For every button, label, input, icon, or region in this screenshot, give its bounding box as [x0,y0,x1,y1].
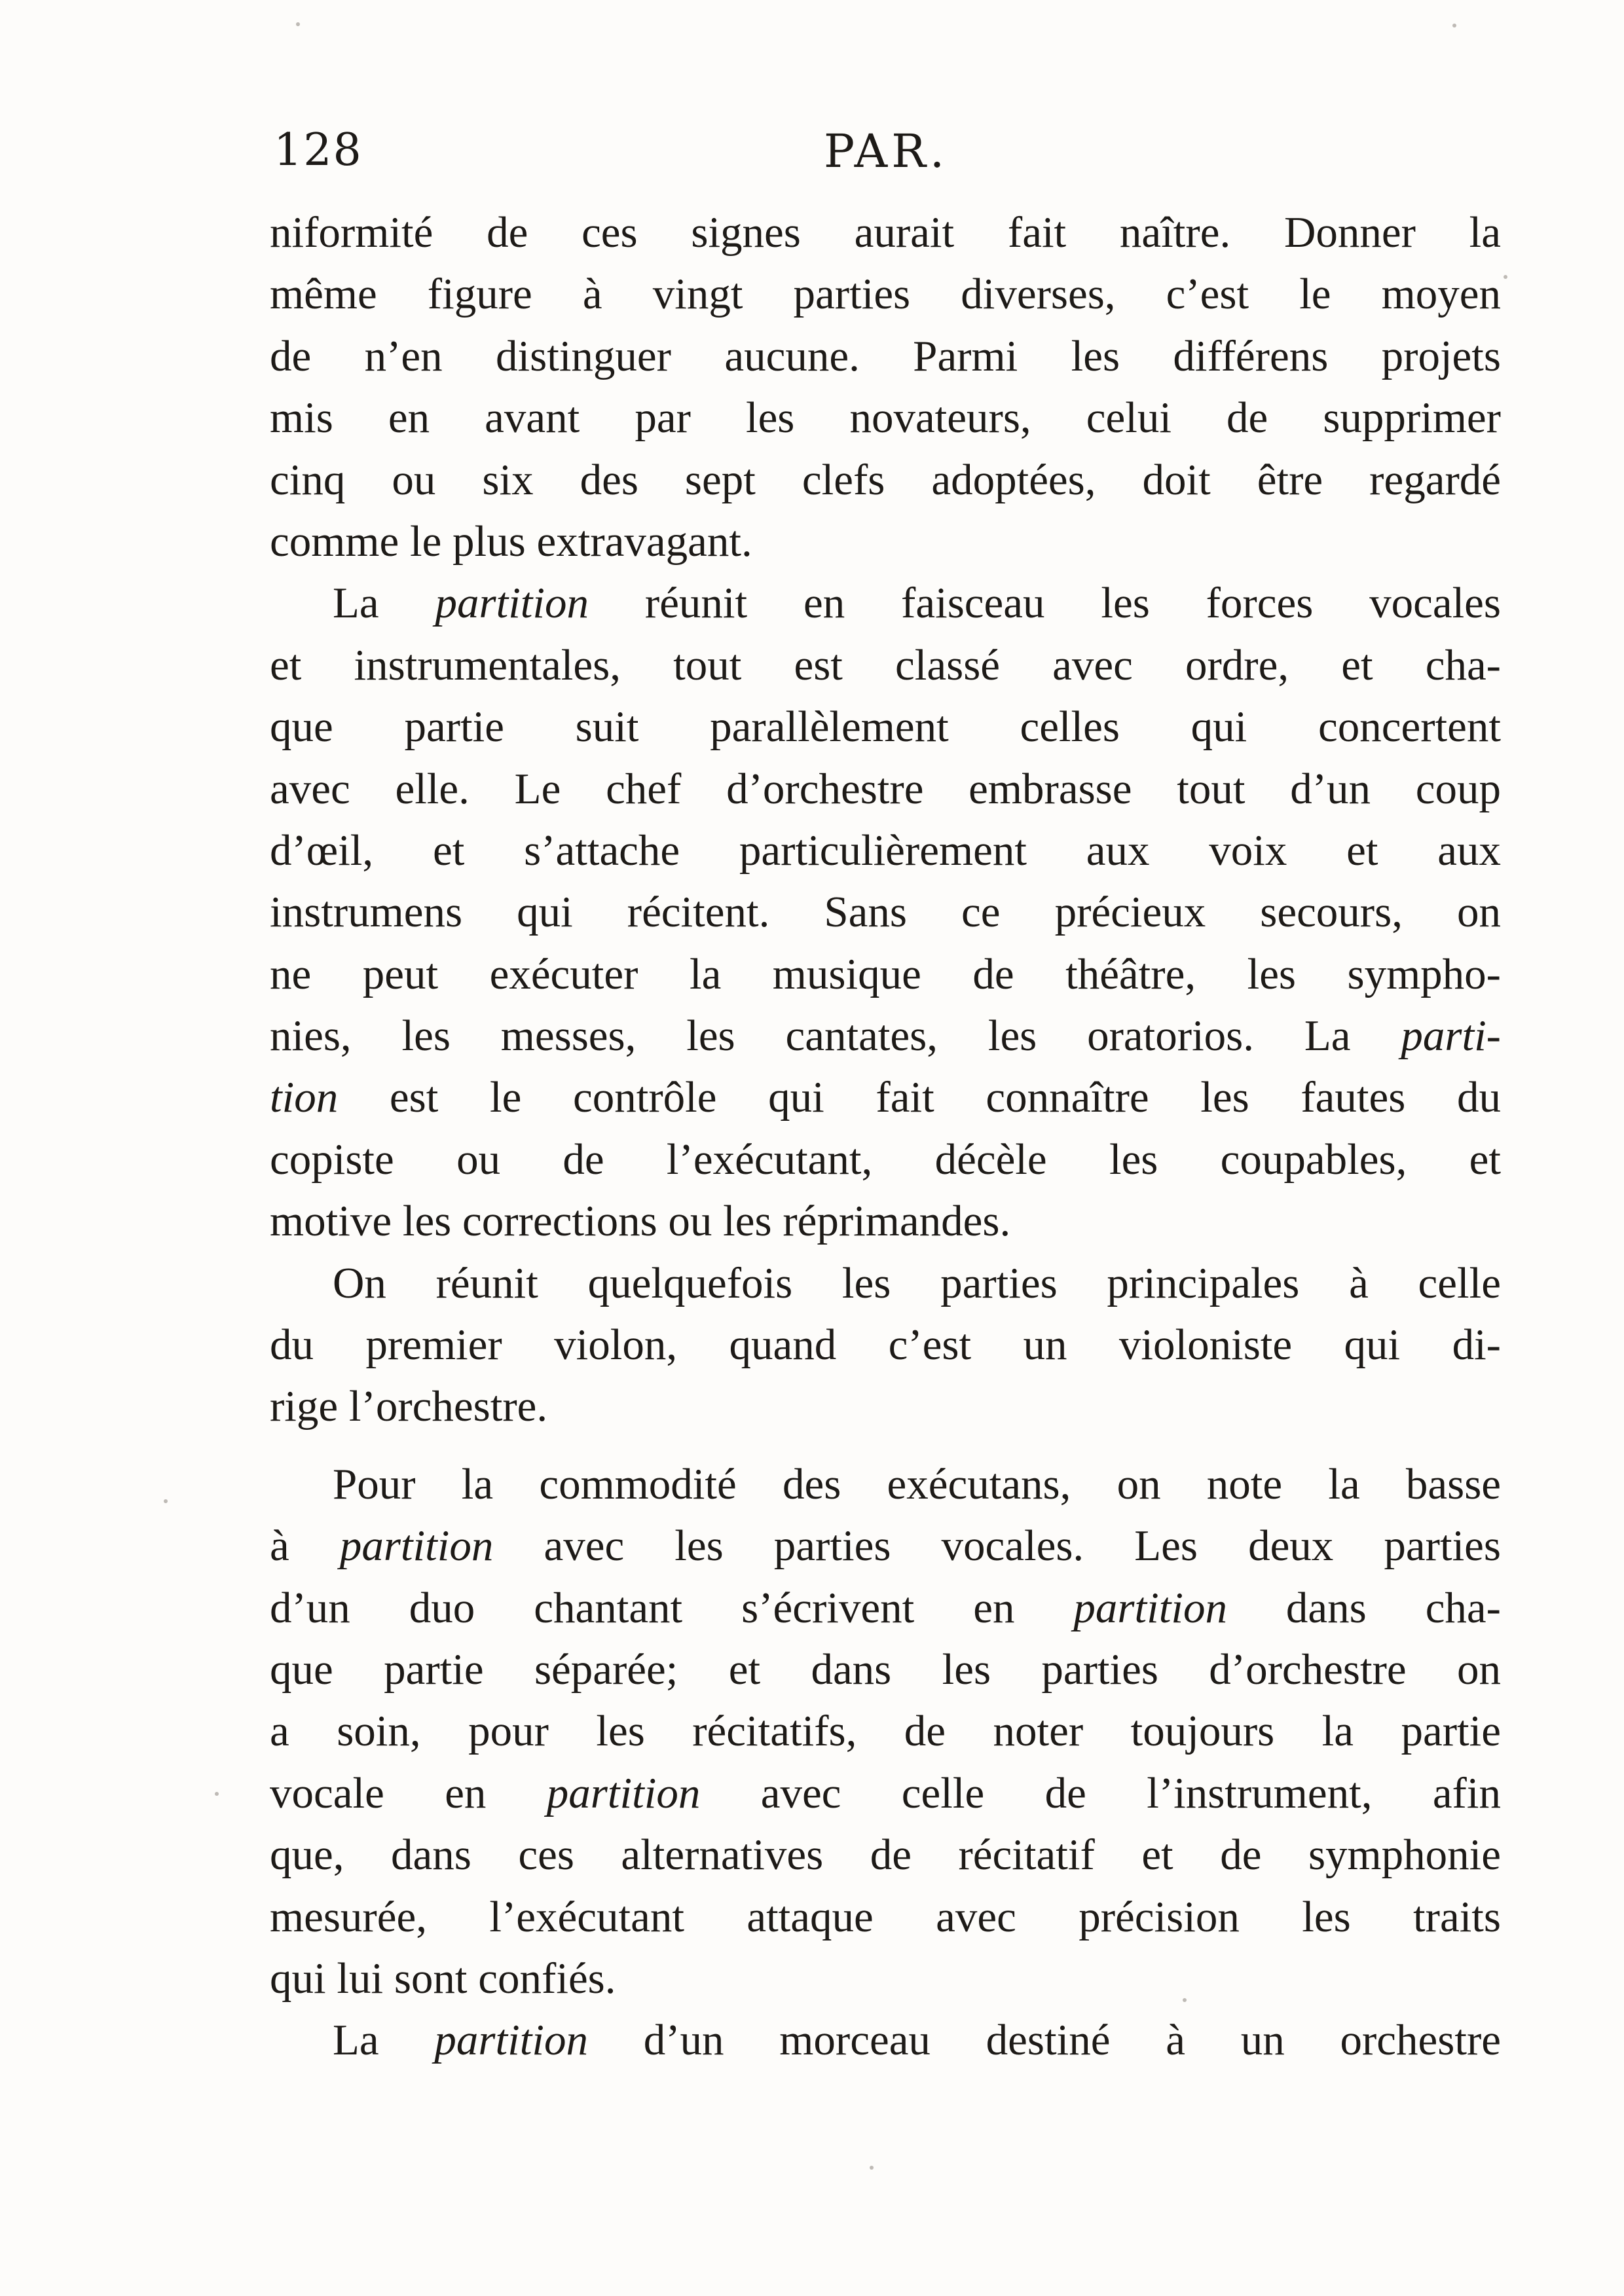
text-line: rige l’orchestre. [270,1382,548,1431]
text-line: ne peut exécuter la musique de théâtre, les sympho- [270,949,1501,998]
page-number: 128 [274,124,363,176]
text-line: que partie séparée; et dans les parties d’orchestre on [270,1645,1501,1694]
text-line: mesurée, l’exécutant attaque avec précision les traits [270,1892,1501,1941]
italic-term: parti- [1401,1011,1501,1061]
paragraph-gap [270,1438,1501,1453]
text-line: d’un duo chantant s’écrivent en partition dans cha- [270,1583,1501,1632]
text-line: Pour la commodité des exécutans, on note la basse [333,1459,1501,1508]
text-line: niformité de ces signes aurait fait naître. Donner la [270,208,1501,257]
text-line: On réunit quelquefois les parties principales à celle [333,1258,1501,1307]
text-line: que, dans ces alternatives de récitatif et de symphonie [270,1831,1501,1880]
ink-speck [215,1792,219,1796]
text-line: La partition réunit en faisceau les forces vocales [333,579,1501,628]
text-line: La partition d’un morceau destiné à un orchestre [333,2016,1501,2065]
page-header [274,124,1500,183]
text-line: instrumens qui récitent. Sans ce précieux secours, on [270,888,1501,937]
text-line: cinq ou six des sept clefs adoptées, doit être regardé [270,455,1501,504]
text-line: d’œil, et s’attache particulièrement aux voix et aux [270,826,1501,875]
text-line: tion est le contrôle qui fait connaître les fautes du [270,1073,1501,1122]
text-line: mis en avant par les novateurs, celui de supprimer [270,393,1501,443]
paragraph [270,572,1501,1252]
text-line: nies, les messes, les cantates, les oratorios. La parti- [270,1011,1501,1061]
running-head: PAR. [824,124,949,178]
italic-term: tion [270,1073,339,1122]
paragraph [270,202,1501,572]
ink-speck [1183,1998,1187,2002]
paragraph [270,1252,1501,1438]
text-line: et instrumentales, tout est classé avec ordre, et cha- [270,640,1501,689]
italic-term: partition [435,579,589,628]
ink-speck [1452,24,1456,27]
italic-term: partition [1073,1583,1227,1632]
ink-speck [870,2166,874,2170]
ink-speck [296,22,300,26]
text-line: avec elle. Le chef d’orchestre embrasse tout d’un coup [270,764,1501,813]
italic-term: partition [339,1522,494,1571]
text-line: a soin, pour les récitatifs, de noter toujours la partie [270,1707,1501,1756]
paragraph [270,2009,1501,2071]
text-line: qui lui sont confiés. [270,1954,616,2003]
ink-speck [164,1499,168,1503]
paragraph [270,1453,1501,2010]
body-text [270,202,1501,2071]
text-line: que partie suit parallèlement celles qui concertent [270,702,1501,752]
text-line: à partition avec les parties vocales. Les deux parties [270,1522,1501,1571]
text-line: de n’en distinguer aucune. Parmi les différens projets [270,331,1501,380]
text-line: motive les corrections ou les réprimandes. [270,1197,1011,1246]
text-line: vocale en partition avec celle de l’instrument, afin [270,1768,1501,1817]
text-line: comme le plus extravagant. [270,517,752,566]
ink-speck [1504,275,1507,279]
italic-term: partition [434,2016,588,2065]
text-line: copiste ou de l’exécutant, décèle les coupables, et [270,1135,1501,1184]
italic-term: partition [546,1768,701,1817]
text-line: même figure à vingt parties diverses, c’est le moyen [270,270,1501,319]
text-line: du premier violon, quand c’est un violoniste qui di- [270,1321,1501,1370]
